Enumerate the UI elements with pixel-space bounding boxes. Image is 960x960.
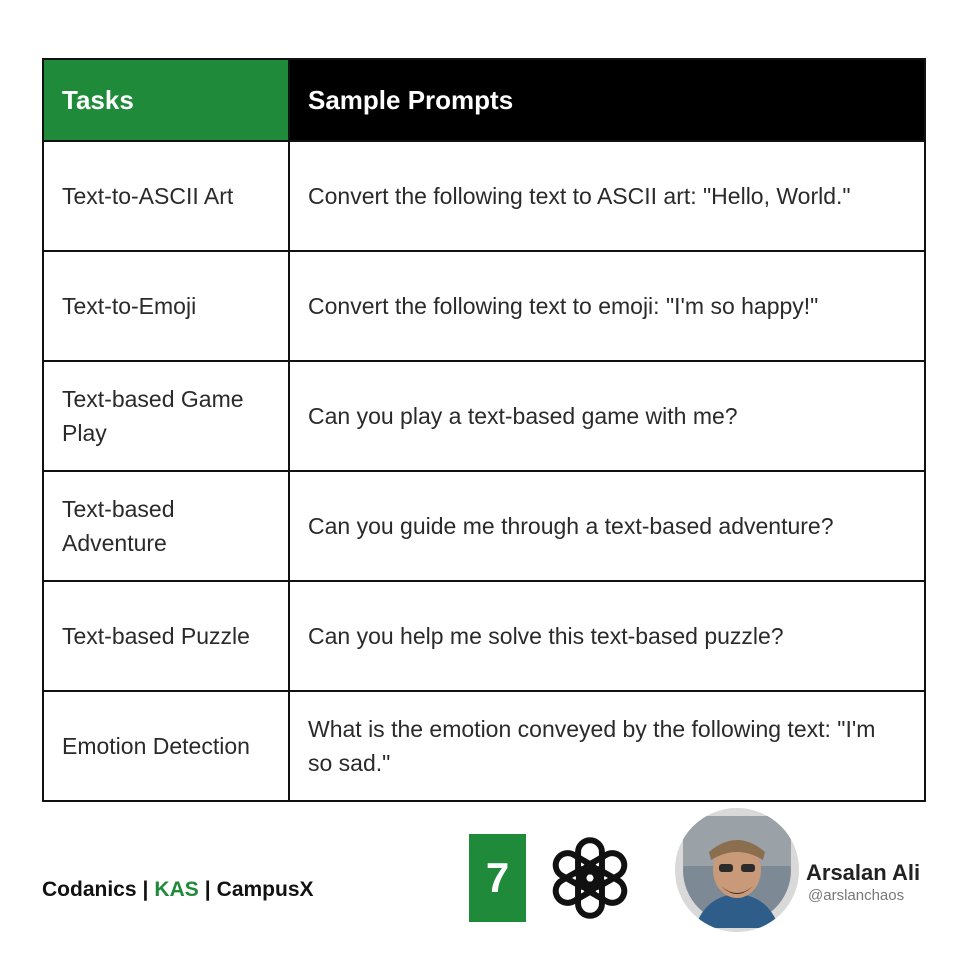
table-row	[43, 471, 925, 581]
task-cell: Emotion Detection	[43, 691, 289, 801]
prompt-cell: Can you guide me through a text-based adventure?	[289, 471, 925, 581]
prompt-cell: Can you help me solve this text-based puzzle?	[289, 581, 925, 691]
prompts-table	[42, 58, 926, 802]
prompt-cell: Convert the following text to emoji: "I'm so happy!"	[289, 251, 925, 361]
task-cell: Text-to-ASCII Art	[43, 141, 289, 251]
task-cell: Text-based Game Play	[43, 361, 289, 471]
brand-separator: |	[204, 878, 211, 901]
prompt-cell: What is the emotion conveyed by the following text: "I'm so sad."	[289, 691, 925, 801]
task-cell: Text-based Puzzle	[43, 581, 289, 691]
table-row	[43, 361, 925, 471]
brand-separator: |	[142, 878, 149, 901]
openai-logo-icon	[544, 832, 636, 924]
table-row	[43, 581, 925, 691]
prompt-cell: Convert the following text to ASCII art: "Hello, World."	[289, 141, 925, 251]
footer-brand-line	[42, 878, 314, 902]
sample-prompts-column-header: Sample Prompts	[289, 59, 925, 141]
author-avatar	[675, 808, 799, 932]
author-handle: @arslanchaos	[808, 887, 905, 904]
table-row	[43, 691, 925, 801]
prompt-cell: Can you play a text-based game with me?	[289, 361, 925, 471]
task-cell: Text-to-Emoji	[43, 251, 289, 361]
page-number-badge: 7	[469, 834, 526, 922]
table-row	[43, 141, 925, 251]
task-cell: Text-based Adventure	[43, 471, 289, 581]
brand-codanics: Codanics	[42, 878, 137, 901]
brand-campusx: CampusX	[216, 878, 314, 901]
brand-kas: KAS	[154, 878, 199, 901]
tasks-column-header: Tasks	[43, 59, 289, 141]
author-name: Arsalan Ali	[806, 860, 921, 885]
table-row	[43, 251, 925, 361]
table-header-row	[43, 59, 925, 141]
